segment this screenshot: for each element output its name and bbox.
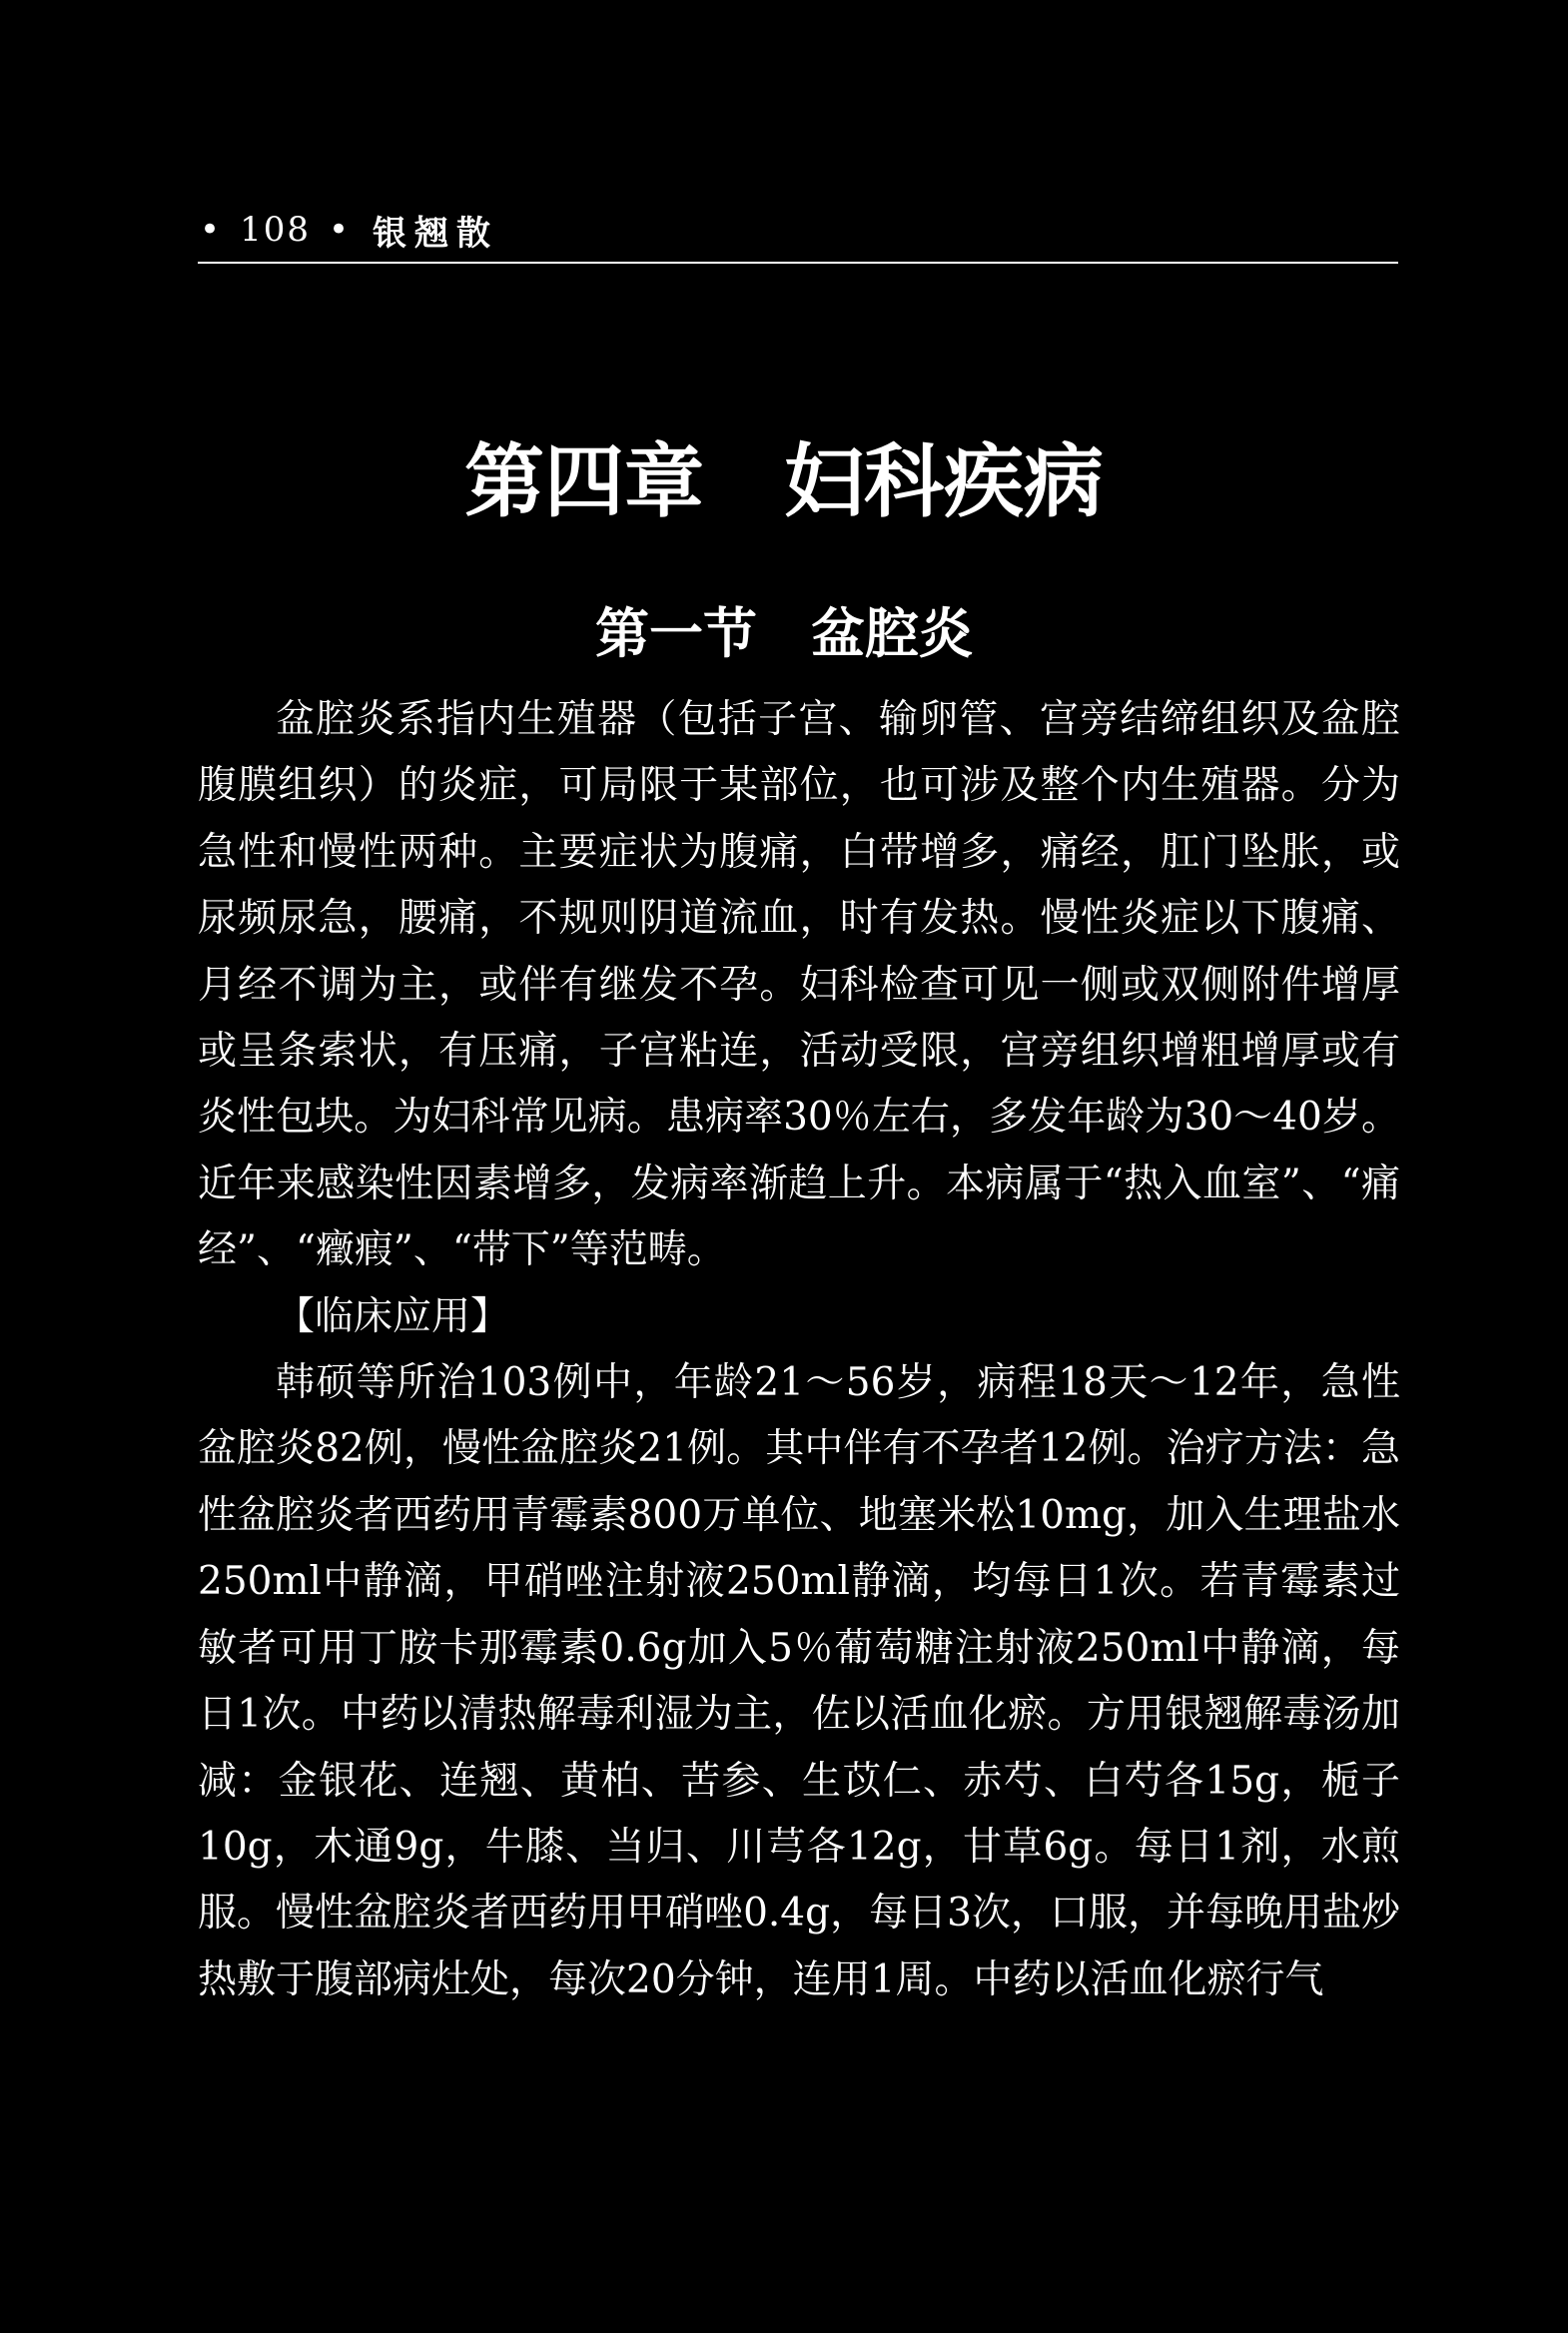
book-title: 银翘散 <box>373 213 499 254</box>
running-header <box>200 200 1398 260</box>
clinical-paragraph: 韩硕等所治103例中，年龄21～56岁，病程18天～12年，急性盆腔炎82例，慢性盆腔炎21例。其中伴有不孕者12例。治疗方法：急性盆腔炎者西药用青霉素800万单位、地塞米松10mg，加入生理盐水250ml中静滴，甲硝唑注射液250ml静滴，均每日1次。若青霉素过敏者可用丁胺卡那霉素0.6g加入5％葡萄糖注射液250ml中静滴，每日1次。中药以清热解毒利湿为主，佐以活血化瘀。方用银翘解毒汤加减：金银花、连翘、黄柏、苦参、生苡仁、赤芍、白芍各15g，栀子10g，木通9g，牛膝、当归、川芎各12g，甘草6g。每日1剂，水煎服。慢性盆腔炎者西药用甲硝唑0.4g，每日3次，口服，并每晚用盐炒热敷于腹部病灶处，每次20分钟，连用1周。中药以活血化瘀行气 <box>198 1360 1400 2002</box>
header-bullet-right: • <box>328 210 352 250</box>
intro-paragraph: 盆腔炎系指内生殖器（包括子宫、输卵管、宫旁结缔组织及盆腔腹膜组织）的炎症，可局限于某部位，也可涉及整个内生殖器。分为急性和慢性两种。主要症状为腹痛，白带增多，痛经，肛门坠胀，或尿频尿急，腰痛，不规则阴道流血，时有发热。慢性炎症以下腹痛、月经不调为主，或伴有继发不孕。妇科检查可见一侧或双侧附件增厚或呈条索状，有压痛，子宫粘连，活动受限，宫旁组织增粗增厚或有炎性包块。为妇科常见病。患病率30％左右，多发年龄为30～40岁。近年来感染性因素增多，发病率渐趋上升。本病属于“热入血室”、“痛经”、“癥瘕”、“带下”等范畴。 <box>198 697 1400 1273</box>
clinical-application-heading: 【临床应用】 <box>276 1293 510 1339</box>
header-bullet-left: • <box>200 210 223 250</box>
body-text <box>198 687 1400 2013</box>
section-title: 第一节 盆腔炎 <box>595 601 973 665</box>
header-divider <box>198 262 1398 264</box>
page-number: 108 <box>240 210 311 250</box>
chapter-title: 第四章 妇科疾病 <box>464 435 1104 528</box>
